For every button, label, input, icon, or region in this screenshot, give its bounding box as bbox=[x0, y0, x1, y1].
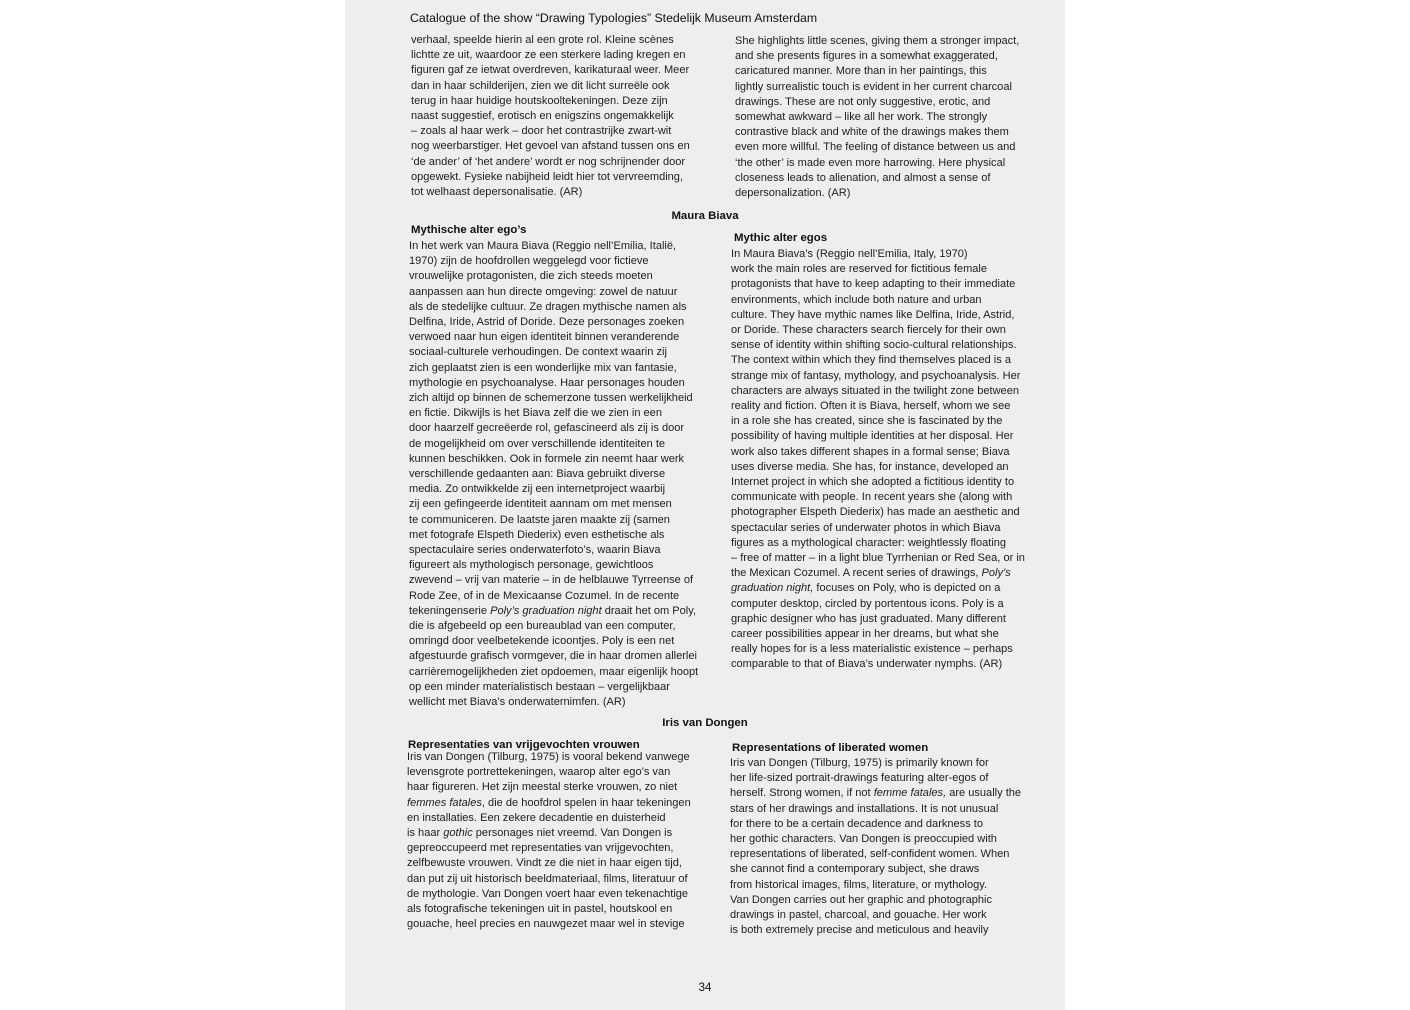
text-line: in a role she has created, since she is fascinated by the bbox=[731, 415, 1003, 428]
text-line: career possibilities appear in her dreams, but what she bbox=[731, 628, 999, 641]
text-line: depersonalization. (AR) bbox=[735, 187, 851, 200]
work-title: Poly’s bbox=[981, 567, 1011, 580]
text-line bbox=[409, 604, 729, 619]
text-line: lichtte ze uit, waardoor ze een sterkere lading kregen en bbox=[411, 49, 686, 62]
text-line: op een minder materialistisch bestaan – vergelijkbaar bbox=[409, 680, 670, 693]
text-line: als de stedelijke cultuur. Ze dragen mythische namen als bbox=[409, 300, 687, 313]
text-line: met fotografe Elspeth Diederix) even esthetische als bbox=[409, 528, 665, 541]
text-line: The context within which they find themselves placed is a bbox=[731, 354, 1011, 367]
italic-term: femmes fatales bbox=[407, 796, 482, 809]
text-line: is both extremely precise and meticulous and heavily bbox=[730, 924, 989, 937]
text-line: uses diverse media. She has, for instance, developed an bbox=[731, 460, 1009, 473]
van-dongen-english-text bbox=[730, 756, 1030, 938]
section-heading-dutch: Representaties van vrijgevochten vrouwen bbox=[408, 739, 640, 751]
text-line: ‘the other’ is made even more harrowing. Here physical bbox=[735, 156, 1006, 169]
text-line: contrastive black and white of the drawings makes them bbox=[735, 126, 1009, 139]
text-line: Delfina, Iride, Astrid of Doride. Deze personages zoeken bbox=[409, 316, 685, 329]
text-line: tot welhaast depersonalisatie. (AR) bbox=[411, 186, 583, 199]
text-line: verhaal, speelde hierin al een grote rol. Kleine scènes bbox=[411, 34, 674, 46]
text-line: als fotografische tekeningen uit in pastel, houtskool en bbox=[407, 903, 673, 916]
text-line: carrièremogelijkheden ziet opdoemen, maar eigenlijk hoopt bbox=[409, 665, 699, 678]
page-header: Catalogue of the show “Drawing Typologies” Stedelijk Museum Amsterdam bbox=[410, 11, 818, 25]
text-line: haar figureren. Het zijn meestal sterke vrouwen, zo niet bbox=[407, 781, 678, 794]
work-title: graduation night, bbox=[731, 582, 814, 595]
text-line bbox=[407, 796, 727, 811]
italic-term: gothic bbox=[443, 827, 473, 840]
section-heading-dutch: Mythische alter ego’s bbox=[411, 224, 527, 236]
text-line: environments, which include both nature and urban bbox=[731, 293, 982, 306]
text-line: work also takes different shapes in a formal sense; Biava bbox=[731, 445, 1010, 458]
text-line: wellicht met Biava’s onderwaternimfen. (AR) bbox=[409, 696, 626, 709]
text-line: die is afgebeeld op een bureaublad van een computer, bbox=[409, 620, 676, 633]
text-line: reality and fiction. Often it is Biava, herself, whom we see bbox=[731, 400, 1011, 413]
text-line bbox=[731, 581, 1041, 596]
text-line: Van Dongen carries out her graphic and photographic bbox=[730, 893, 993, 906]
text-line bbox=[730, 786, 1030, 801]
text-line: computer desktop, circled by portentous icons. Poly is a bbox=[731, 597, 1004, 610]
catalogue-page bbox=[345, 0, 1065, 1010]
text-line: zich geplaatst zien is een wonderlijke mix van fantasie, bbox=[409, 361, 677, 374]
text-line: stars of her drawings and installations. It is not unusual bbox=[730, 802, 999, 815]
text-line: somewhat awkward – like all her work. The strongly bbox=[735, 111, 988, 124]
text-line: verschillende gedaanten aan: Biava gebruikt diverse bbox=[409, 468, 666, 481]
text-line: comparable to that of Biava’s underwater nymphs. (AR) bbox=[731, 658, 1003, 671]
text-line: representations of liberated, self-confident women. When bbox=[730, 848, 1010, 861]
text-line: zelfbewuste vrouwen. Vindt ze die niet in haar eigen tijd, bbox=[407, 857, 682, 870]
text-line: kunnen beschikken. Ook in formele zin neemt haar werk bbox=[409, 452, 685, 465]
text-line: nog weerbarstiger. Het gevoel van afstand tussen ons en bbox=[411, 140, 690, 153]
text-line: figuren gaf ze ietwat overdreven, karikaturaal weer. Meer bbox=[411, 64, 690, 77]
text-line: sociaal-culturele verhoudingen. De context waarin zij bbox=[409, 346, 667, 359]
text-line: lightly surrealistic touch is evident in her current charcoal bbox=[735, 80, 1012, 93]
text-line: and she presents figures in a somewhat exaggerated, bbox=[735, 50, 998, 63]
italic-term: femme fatales, bbox=[873, 787, 947, 800]
text-line: omringd door veelbetekende icoontjes. Poly is een net bbox=[409, 635, 675, 648]
text-line: possibility of having multiple identities at her disposal. Her bbox=[731, 430, 1014, 443]
text-segment: is haar bbox=[407, 827, 444, 840]
work-title: Poly’s graduation night bbox=[490, 604, 602, 617]
text-line: for there to be a certain decadence and darkness to bbox=[730, 817, 984, 830]
section-heading-english: Mythic alter egos bbox=[734, 232, 828, 244]
text-segment: , die de hoofdrol spelen in haar tekeningen bbox=[481, 796, 691, 809]
text-line: drawings. These are not only suggestive, erotic, and bbox=[735, 95, 991, 108]
text-line: strange mix of fantasy, mythology, and psychoanalysis. Her bbox=[731, 369, 1021, 382]
text-line: dan in haar schilderijen, zien we dit licht surreële ook bbox=[411, 79, 670, 92]
text-line: terug in haar huidige houtskooltekeningen. Deze zijn bbox=[411, 94, 668, 107]
text-line: – zoals al haar werk – door het contrastrijke zwart-wit bbox=[411, 125, 672, 138]
intro-english-text bbox=[735, 34, 1035, 201]
text-line: opgewekt. Fysieke nabijheid leidt hier tot vervreemding, bbox=[411, 170, 684, 183]
text-line: characters are always situated in the twilight zone between bbox=[731, 384, 1019, 397]
text-line: levensgrote portrettekeningen, waarop alter ego’s van bbox=[407, 766, 671, 779]
artist-name-van-dongen: Iris van Dongen bbox=[662, 717, 748, 729]
text-line: dan put zij uit historisch beeldmateriaal, films, literatuur of bbox=[407, 872, 688, 885]
text-line: en fictie. Dikwijls is het Biava zelf die we zien in een bbox=[409, 407, 662, 420]
text-line: even more willful. The feeling of distance between us and bbox=[735, 141, 1016, 154]
text-line: spectacular series of underwater photos in which Biava bbox=[731, 521, 1001, 534]
text-line: Internet project in which she adopted a fictitious identity to bbox=[731, 476, 1015, 489]
text-segment: focuses on Poly, who is depicted on a bbox=[813, 582, 1001, 595]
text-line: gepreoccupeerd met representaties van vrijgevochten, bbox=[407, 842, 674, 855]
text-segment: herself. Strong women, if not bbox=[730, 787, 874, 800]
text-line: naast suggestief, erotisch en enigszins ongemakkelijk bbox=[411, 110, 674, 123]
text-line: from historical images, films, literature, or mythology. bbox=[730, 878, 988, 891]
text-line: Iris van Dongen (Tilburg, 1975) is vooral bekend vanwege bbox=[407, 751, 690, 763]
text-line: or Doride. These characters search fiercely for their own bbox=[731, 324, 1006, 337]
text-line: she cannot find a contemporary subject, she draws bbox=[730, 863, 980, 876]
text-line: her life-sized portrait-drawings featuring alter-egos of bbox=[730, 772, 989, 785]
text-line: photographer Elspeth Diederix) has made an aesthetic and bbox=[731, 506, 1020, 519]
text-line: sense of identity within shifting socio-cultural relationships. bbox=[731, 339, 1017, 352]
text-line: ‘de ander’ of ‘het andere’ wordt er nog schrijnender door bbox=[411, 155, 686, 168]
text-line: en installaties. Een zekere decadentie en duisterheid bbox=[407, 811, 666, 824]
page-number: 34 bbox=[698, 982, 712, 994]
text-line: de mogelijkheid om over verschillende identiteiten te bbox=[409, 437, 666, 450]
text-line: drawings in pastel, charcoal, and gouache. Her work bbox=[730, 909, 987, 922]
text-line: zich altijd op binnen de schemerzone tussen werkelijkheid bbox=[409, 392, 693, 405]
text-line: closeness leads to alienation, and almost a sense of bbox=[735, 171, 991, 184]
text-line: de mythologie. Van Dongen voert haar even tekenachtige bbox=[407, 887, 689, 900]
text-line: vrouwelijke protagonisten, die zich steeds moeten bbox=[409, 270, 653, 283]
text-line: media. Zo ontwikkelde zij een internetproject waarbij bbox=[409, 483, 666, 496]
biava-english-text bbox=[731, 247, 1041, 673]
text-line: afgestuurde grafisch vormgever, die in haar dromen allerlei bbox=[409, 650, 697, 663]
biava-dutch-text bbox=[409, 239, 729, 710]
text-segment: personages niet vreemd. Van Dongen is bbox=[472, 827, 673, 840]
van-dongen-dutch-text bbox=[407, 750, 727, 932]
text-segment: draait het om Poly, bbox=[601, 604, 697, 617]
text-line: door haarzelf gecreëerde rol, gefascineerd als zij is door bbox=[409, 422, 685, 435]
text-segment: are usually the bbox=[946, 787, 1022, 800]
text-line: work the main roles are reserved for fictitious female bbox=[731, 263, 988, 276]
text-line: She highlights little scenes, giving them a stronger impact, bbox=[735, 35, 1020, 47]
text-line bbox=[731, 566, 1041, 581]
text-line: figures as a mythological character: weightlessly floating bbox=[731, 536, 1007, 549]
text-line: zij een gefingeerde identiteit aannam om met mensen bbox=[409, 498, 672, 511]
text-line: In Maura Biava’s (Reggio nell’Emilia, Italy, 1970) bbox=[731, 248, 968, 260]
text-line: culture. They have mythic names like Delfina, Iride, Astrid, bbox=[731, 308, 1015, 321]
text-line: Rode Zee, of in de Mexicaanse Cozumel. In de recente bbox=[409, 589, 680, 602]
intro-dutch-text bbox=[411, 33, 726, 200]
text-line: communicate with people. In recent years she (along with bbox=[731, 491, 1013, 504]
text-line: aanpassen aan hun directe omgeving: zowel de natuur bbox=[409, 285, 678, 298]
text-line: graphic designer who has just graduated. Many different bbox=[731, 612, 1006, 625]
text-segment: the Mexican Cozumel. A recent series of drawings, bbox=[731, 567, 982, 580]
text-line: gouache, heel precies en nauwgezet maar wel in stevige bbox=[407, 918, 685, 931]
section-heading-english: Representations of liberated women bbox=[732, 742, 929, 754]
text-line: zwevend – vrij van materie – in de helblauwe Tyrreense of bbox=[409, 574, 694, 587]
text-line: – free of matter – in a light blue Tyrrhenian or Red Sea, or in bbox=[731, 552, 1025, 565]
text-line: caricatured manner. More than in her paintings, this bbox=[735, 65, 987, 78]
text-line: In het werk van Maura Biava (Reggio nell’Emilia, Italië, bbox=[409, 240, 677, 252]
text-line: her gothic characters. Van Dongen is preoccupied with bbox=[730, 833, 997, 846]
text-line: mythologie en psychoanalyse. Haar personages houden bbox=[409, 376, 685, 389]
text-line: te communiceren. De laatste jaren maakte zij (samen bbox=[409, 513, 670, 526]
text-segment: tekeningenserie bbox=[409, 604, 491, 617]
text-line: spectaculaire series onderwaterfoto’s, waarin Biava bbox=[409, 544, 661, 557]
text-line: Iris van Dongen (Tilburg, 1975) is primarily known for bbox=[730, 757, 989, 769]
text-line: really hopes for is a less materialistic existence – perhaps bbox=[731, 643, 1013, 656]
text-line: protagonists that have to keep adapting to their immediate bbox=[731, 278, 1016, 291]
artist-name-biava: Maura Biava bbox=[671, 210, 739, 222]
text-line: 1970) zijn de hoofdrollen weggelegd voor fictieve bbox=[409, 255, 649, 268]
text-line: verwoed naar hun eigen identiteit binnen veranderende bbox=[409, 331, 680, 344]
text-line: figureert als mythologisch personage, gewichtloos bbox=[409, 559, 654, 572]
text-line bbox=[407, 826, 727, 841]
